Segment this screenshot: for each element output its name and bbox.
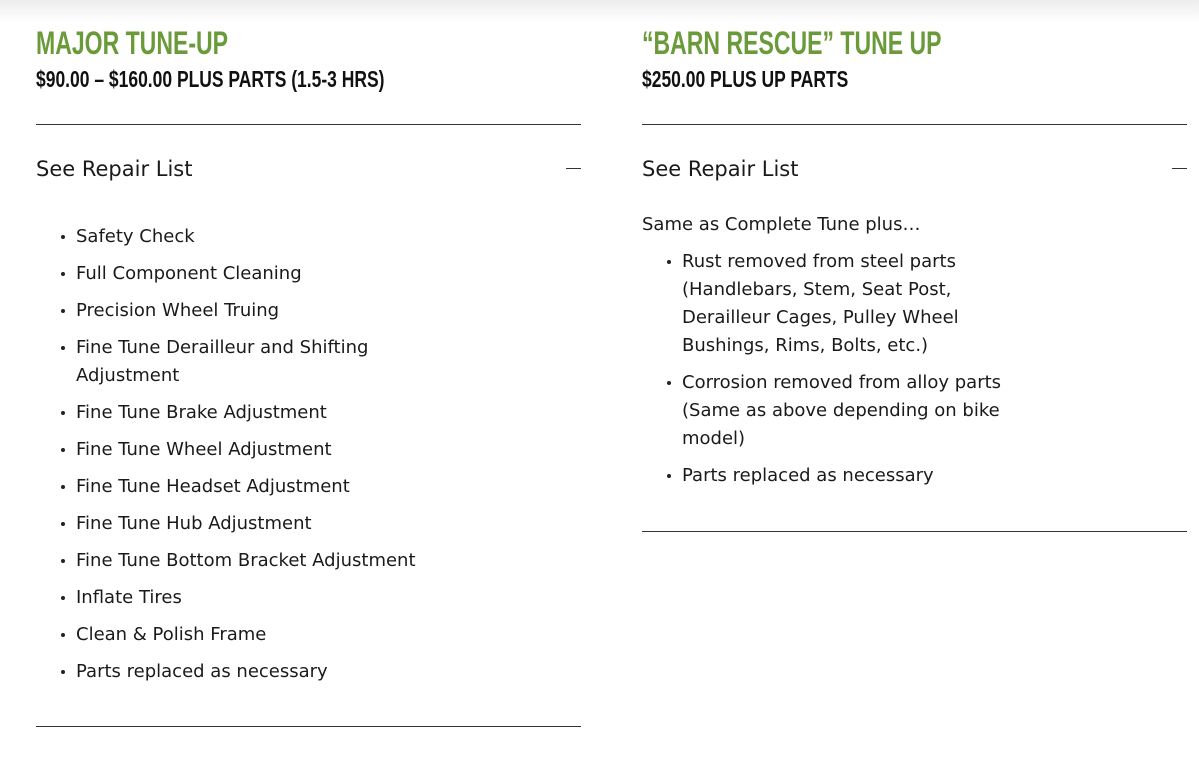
list-item-text: Precision Wheel Truing [76, 300, 280, 321]
list-item [36, 621, 416, 649]
accordion-label: See Repair List [642, 157, 799, 181]
bullet-icon [61, 272, 65, 276]
divider [642, 531, 1187, 532]
list-item [36, 436, 416, 464]
list-item-text: Full Component Cleaning [76, 263, 302, 284]
bullet-icon [61, 448, 65, 452]
service-price: $90.00 – $160.00 PLUS PARTS (1.5-3 HRS) [36, 66, 385, 92]
list-item-text: Safety Check [76, 226, 195, 247]
list-item-text: Fine Tune Hub Adjustment [76, 513, 312, 534]
service-card-major-tune-up [36, 26, 581, 727]
bullet-icon [667, 260, 671, 264]
list-item [36, 510, 416, 538]
bullet-icon [667, 381, 671, 385]
bullet-icon [61, 596, 65, 600]
minus-icon[interactable] [1172, 168, 1187, 169]
bullet-icon [61, 235, 65, 239]
bullet-icon [61, 670, 65, 674]
list-item [642, 248, 1022, 360]
list-item-text: Parts replaced as necessary [76, 661, 328, 682]
minus-icon[interactable] [566, 168, 581, 169]
list-item-text: Clean & Polish Frame [76, 624, 267, 645]
bullet-icon [61, 522, 65, 526]
list-item [36, 297, 416, 325]
accordion-label: See Repair List [36, 157, 193, 181]
repair-list [642, 248, 1022, 490]
list-item [36, 584, 416, 612]
service-card-barn-rescue [642, 26, 1187, 532]
bullet-icon [61, 633, 65, 637]
top-shadow [0, 0, 1199, 22]
list-item-text: Fine Tune Bottom Bracket Adjustment [76, 550, 416, 571]
list-item-text: Fine Tune Brake Adjustment [76, 402, 327, 423]
list-item [642, 462, 1022, 490]
list-item-text: Parts replaced as necessary [682, 465, 934, 486]
repair-list-intro: Same as Complete Tune plus… [642, 214, 921, 235]
bullet-icon [61, 559, 65, 563]
repair-list [36, 223, 416, 686]
list-item [36, 399, 416, 427]
list-item [36, 334, 416, 390]
list-item-text: Corrosion removed from alloy parts (Same as above depending on bike model) [682, 372, 1002, 449]
list-item-text: Inflate Tires [76, 587, 182, 608]
list-item [36, 547, 416, 575]
bullet-icon [61, 309, 65, 313]
service-title: MAJOR TUNE-UP [36, 25, 229, 61]
divider [36, 726, 581, 727]
list-item-text: Rust removed from steel parts (Handlebars, Stem, Seat Post, Derailleur Cages, Pulley Wheel Bushings, Rims, Bolts, etc.) [682, 251, 959, 356]
bullet-icon [61, 485, 65, 489]
repair-list-accordion-toggle[interactable] [642, 125, 1187, 213]
service-price: $250.00 PLUS UP PARTS [642, 66, 849, 92]
service-title: “BARN RESCUE” TUNE UP [642, 25, 942, 61]
list-item [36, 658, 416, 686]
list-item-text: Fine Tune Wheel Adjustment [76, 439, 332, 460]
bullet-icon [61, 411, 65, 415]
list-item [642, 369, 1022, 453]
list-item-text: Fine Tune Headset Adjustment [76, 476, 350, 497]
list-item-text: Fine Tune Derailleur and Shifting Adjustment [76, 337, 369, 386]
list-item [36, 260, 416, 288]
repair-list-accordion-toggle[interactable] [36, 125, 581, 213]
bullet-icon [61, 346, 65, 350]
bullet-icon [667, 474, 671, 478]
list-item [36, 223, 416, 251]
list-item [36, 473, 416, 501]
